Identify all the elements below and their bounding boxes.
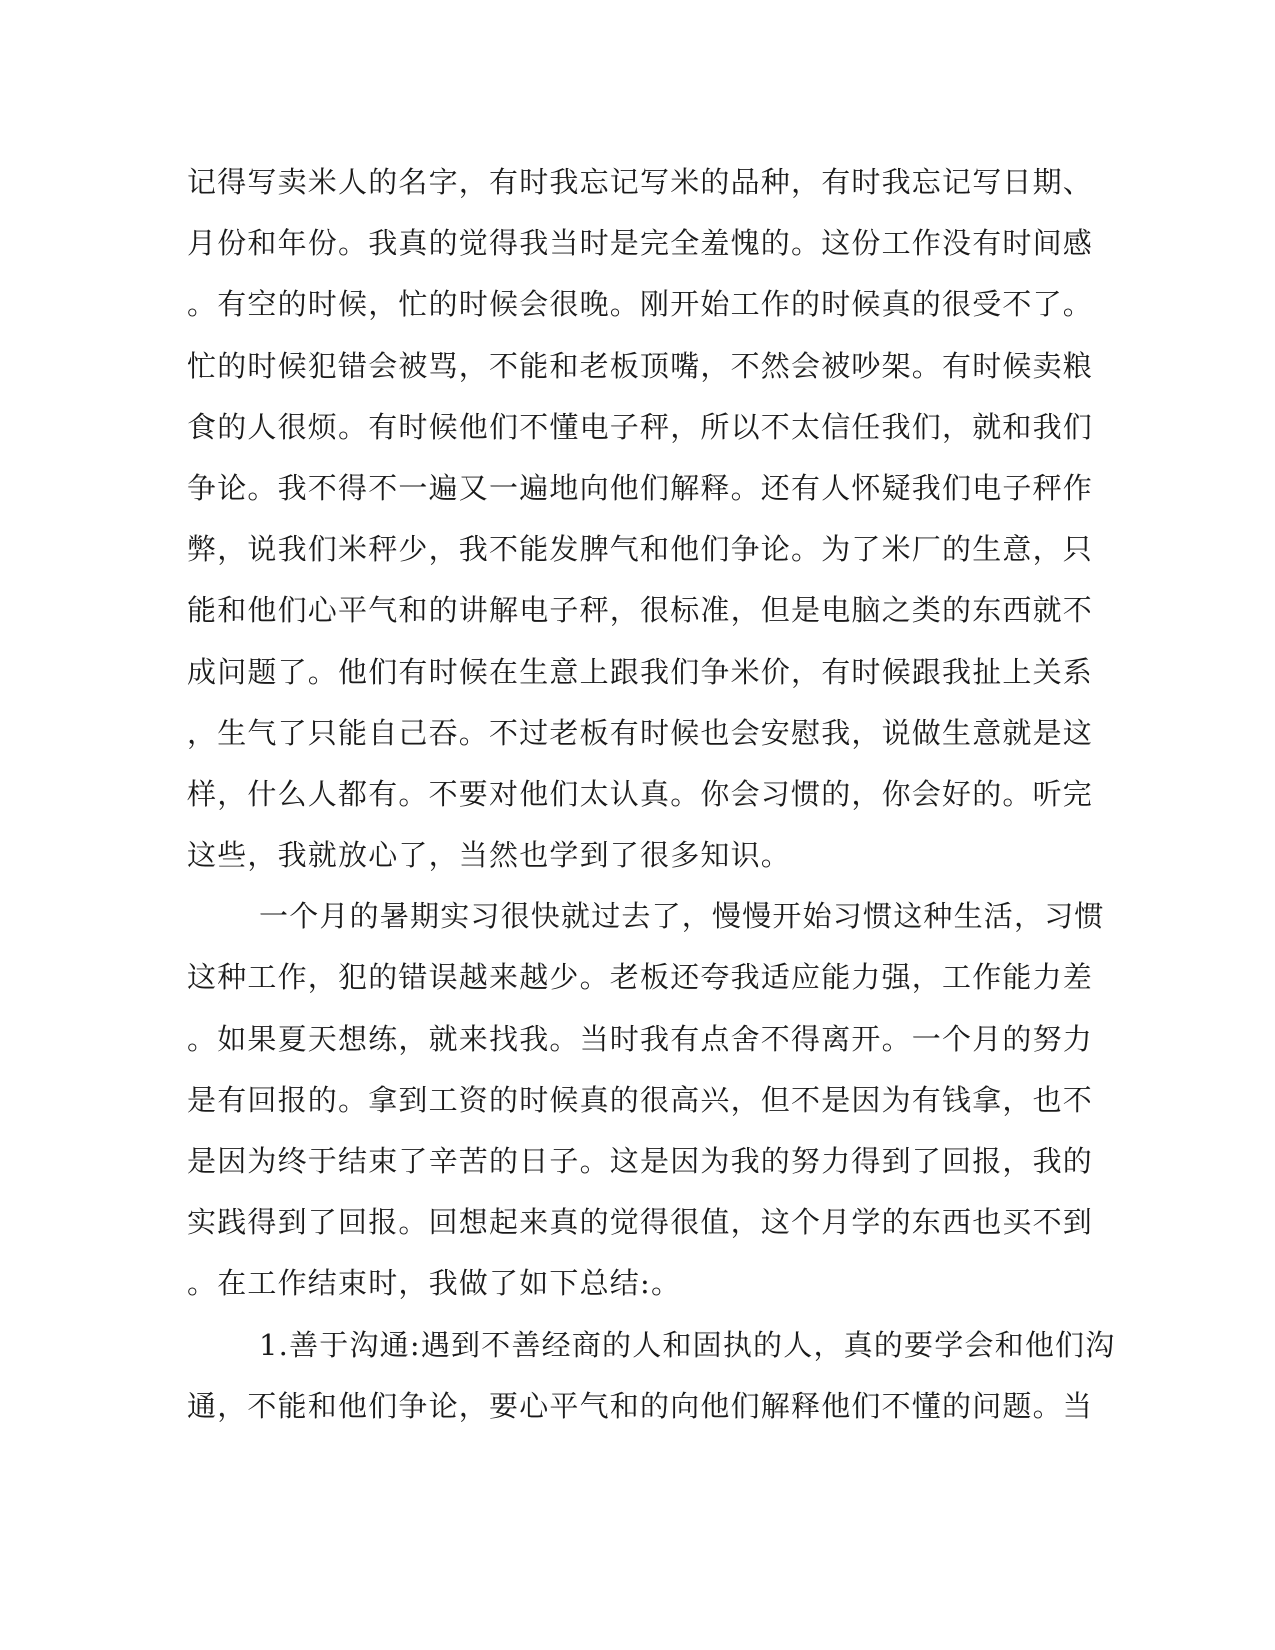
- text-line: 。有空的时候，忙的时候会很晚。刚开始工作的时候真的很受不了。: [187, 287, 1094, 322]
- text-line: 争论。我不得不一遍又一遍地向他们解释。还有人怀疑我们电子秤作: [187, 470, 1094, 505]
- text-line: 记得写卖米人的名字，有时我忘记写米的品种，有时我忘记写日期、: [187, 165, 1094, 199]
- text-line: 通，不能和他们争论，要心平气和的向他们解释他们不懂的问题。当: [187, 1388, 1094, 1423]
- text-line: 。在工作结束时，我做了如下总结:。: [187, 1266, 682, 1301]
- text-line: 。如果夏天想练，就来找我。当时我有点舍不得离开。一个月的努力: [187, 1021, 1094, 1056]
- text-line: 弊，说我们米秤少，我不能发脾气和他们争论。为了米厂的生意，只: [187, 532, 1094, 567]
- text-line: 是因为终于结束了辛苦的日子。这是因为我的努力得到了回报，我的: [187, 1144, 1094, 1178]
- text-line: 实践得到了回报。回想起来真的觉得很值，这个月学的东西也买不到: [187, 1205, 1094, 1240]
- text-line: ，生气了只能自己吞。不过老板有时候也会安慰我，说做生意就是这: [187, 715, 1094, 750]
- text-line: 这种工作，犯的错误越来越少。老板还夸我适应能力强，工作能力差: [187, 960, 1094, 995]
- text-line: 是有回报的。拿到工资的时候真的很高兴，但不是因为有钱拿，也不: [187, 1082, 1094, 1117]
- text-line: 成问题了。他们有时候在生意上跟我们争米价，有时候跟我扯上关系: [187, 654, 1094, 689]
- text-line: 样，什么人都有。不要对他们太认真。你会习惯的，你会好的。听完: [187, 776, 1094, 811]
- text-line: 月份和年份。我真的觉得我当时是完全羞愧的。这份工作没有时间感: [187, 226, 1094, 261]
- text-line: 能和他们心平气和的讲解电子秤，很标准，但是电脑之类的东西就不: [187, 593, 1094, 628]
- paragraph-start-line: 一个月的暑期实习很快就过去了，慢慢开始习惯这种生活，习惯: [259, 899, 1105, 934]
- text-line: 食的人很烦。有时候他们不懂电子秤，所以不太信任我们，就和我们: [187, 409, 1094, 444]
- text-line: 这些，我就放心了，当然也学到了很多知识。: [187, 838, 792, 873]
- body-text: [187, 152, 1116, 1437]
- list-item-line: 1.善于沟通:遇到不善经商的人和固执的人，真的要学会和他们沟: [259, 1327, 1116, 1362]
- text-line: 忙的时候犯错会被骂，不能和老板顶嘴，不然会被吵架。有时候卖粮: [187, 348, 1094, 383]
